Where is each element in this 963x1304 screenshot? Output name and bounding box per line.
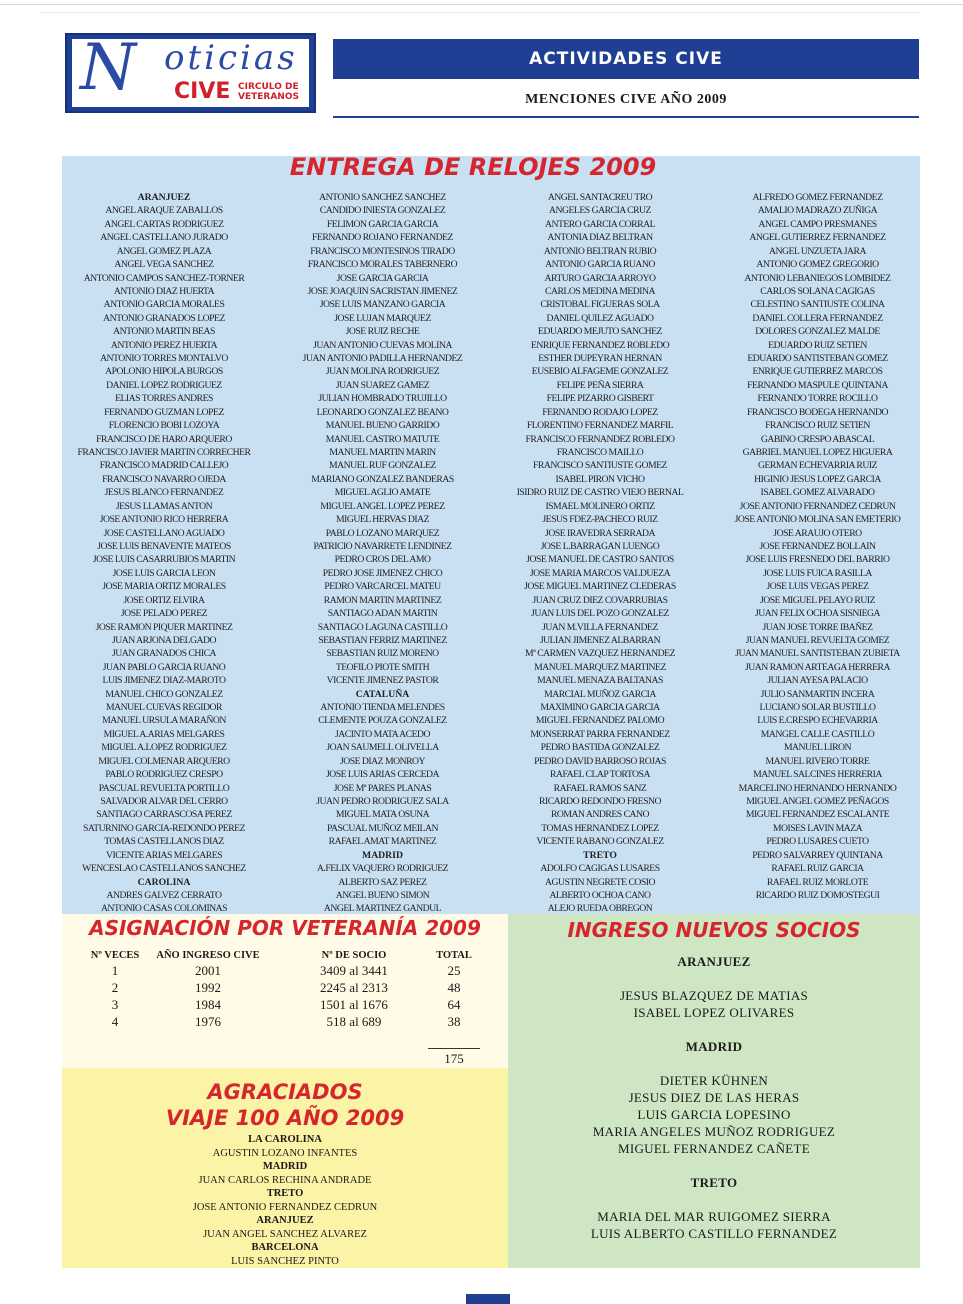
member-name: CARLOS SOLANA CAGIGAS: [760, 285, 875, 297]
member-name: JOSE LUJAN MARQUEZ: [334, 312, 431, 324]
spacer: [508, 1021, 920, 1038]
member-name: JULIO SANMARTIN INCERA: [760, 688, 875, 700]
relojes-column-2: [280, 191, 485, 913]
member-name: JOSE L.BARRAGAN LUENGO: [540, 540, 660, 552]
veterania-cell: 2: [111, 980, 119, 995]
member-name: APOLONIO HIPOLA BURGOS: [105, 366, 223, 378]
member-name: JOSE IRAVEDRA SERRADA: [545, 527, 655, 539]
member-name: RAFAEL CLAP TORTOSA: [550, 769, 650, 781]
member-name: ANTONIA DIAZ BELTRAN: [547, 232, 653, 244]
member-name: MONSERRAT PARRA FERNANDEZ: [530, 728, 670, 740]
member-name: JOSE Mª PARES PLANAS: [333, 782, 432, 794]
member-name: JUAN ANTONIO CUEVAS MOLINA: [313, 339, 452, 351]
member-name: FLORENTINO FERNANDEZ MARFIL: [526, 420, 674, 432]
logo-word: oticias: [164, 38, 298, 78]
member-name: FRANCISCO SANTIUSTE GOMEZ: [533, 460, 667, 472]
member-name: ANTONIO LEBANIEGOS LOMBIDEZ: [744, 272, 891, 284]
member-name: ANTONIO DIAZ HUERTA: [113, 285, 215, 297]
member-name: FRANCISCO NAVARRO OJEDA: [102, 473, 226, 485]
member-name: JUAN RAMON ARTEAGA HERRERA: [745, 661, 890, 673]
member-name: MAXIMINO GARCIA GARCIA: [540, 702, 660, 714]
spacer: [508, 970, 920, 987]
member-name: JOSE MARIA ORTIZ MORALES: [102, 581, 226, 593]
member-name: MIGUEL ANGEL GOMEZ PEÑAGOS: [746, 795, 889, 807]
member-name: FRANCISCO MADRID CALLEJO: [99, 460, 229, 472]
veterania-cell: 518 al 689: [326, 1014, 382, 1029]
member-name: ANGEL GOMEZ PLAZA: [116, 245, 212, 257]
member-name: ISMAEL MOLINERO ORTIZ: [545, 500, 655, 512]
member-name: PEDRO DAVID BARROSO ROJAS: [534, 755, 666, 767]
member-name: MARCELINO HERNANDO HERNANDO: [738, 782, 897, 794]
veterania-grand-total: 175: [428, 1048, 480, 1067]
member-name: JOSE PELADO PEREZ: [120, 608, 208, 620]
ingreso-title: INGRESO NUEVOS SOCIOS: [567, 918, 861, 942]
member-name: GERMAN ECHEVARRIA RUIZ: [757, 460, 878, 472]
veterania-title: ASIGNACIÓN POR VETERANÍA 2009: [89, 916, 481, 940]
page-top-rule: [0, 4, 963, 5]
member-name: JUAN FELIX OCHOA SISNIEGA: [754, 608, 880, 620]
member-name: A.FELIX VAQUERO RODRIGUEZ: [316, 863, 449, 875]
new-member-name: LUIS ALBERTO CASTILLO FERNANDEZ: [590, 1226, 838, 1241]
member-name: MANUEL MARQUEZ MARTINEZ: [534, 661, 666, 673]
member-name: VICENTE JIMENEZ PASTOR: [326, 675, 439, 687]
member-name: FELIPE PIZARRO GISBERT: [546, 393, 654, 405]
new-member-name: ISABEL LOPEZ OLIVARES: [633, 1005, 795, 1020]
member-name: SALVADOR ALVAR DEL CERRO: [100, 795, 228, 807]
member-name: CELESTINO SANTIUSTE COLINA: [750, 299, 885, 311]
spacer: [508, 1055, 920, 1072]
relojes-title: ENTREGA DE RELOJES 2009: [289, 153, 657, 181]
member-name: JUAN GRANADOS CHICA: [111, 648, 217, 660]
member-name: SANTIAGO LAGUNA CASTILLO: [317, 621, 448, 633]
region-heading: MADRID: [262, 1161, 308, 1172]
member-name: JOSE LUIS FRESNEDO DEL BARRIO: [745, 554, 890, 566]
region-heading: BARCELONA: [251, 1242, 319, 1253]
member-name: MIGUEL A.ARIAS MELGARES: [103, 728, 225, 740]
spacer: [508, 1191, 920, 1208]
member-name: JUAN MANUEL SANTISTEBAN ZUBIETA: [735, 648, 900, 660]
member-name: SATURNINO GARCIA-REDONDO PEREZ: [82, 822, 246, 834]
veterania-cell: 38: [447, 1014, 461, 1029]
member-name: ANTONIO SANCHEZ SANCHEZ: [319, 192, 446, 203]
member-name: DANIEL COLLERA FERNANDEZ: [752, 312, 883, 324]
region-heading: MADRID: [685, 1039, 743, 1054]
member-name: EDUARDO MEJUTO SANCHEZ: [538, 326, 662, 338]
member-name: JUAN ARJONA DELGADO: [111, 634, 217, 646]
member-name: Mª CARMEN VAZQUEZ HERNANDEZ: [524, 648, 675, 660]
member-name: FERNANDO RODAJO LOPEZ: [542, 406, 658, 418]
member-name: MOISES LAVIN MAZA: [772, 822, 863, 834]
member-name: DANIEL QUILEZ AGUADO: [546, 312, 654, 324]
spacer: [508, 1242, 920, 1259]
member-name: PEDRO LUSARES CUETO: [766, 836, 869, 848]
member-name: MANUEL RUF GONZALEZ: [329, 460, 436, 472]
region-heading: TRETO: [583, 849, 617, 861]
logo-initial: N: [80, 31, 136, 105]
member-name: MANUEL LIRON: [783, 742, 852, 754]
member-name: JOSE LUIS VEGAS PEREZ: [766, 581, 869, 593]
veterania-cell: 4: [111, 1014, 119, 1029]
member-name: JESUS LLAMAS ANTON: [115, 500, 213, 512]
member-name: ALEJO RUEDA OBREGON: [547, 903, 653, 915]
member-name: ALBERTO SAZ PEREZ: [338, 876, 427, 888]
member-name: JOSE ARAUJO OTERO: [773, 527, 862, 539]
member-name: RICARDO REDONDO FRESNO: [539, 795, 661, 807]
veterania-cell: 1984: [195, 997, 221, 1012]
member-name: LUIS JIMENEZ DIAZ-MAROTO: [102, 675, 226, 687]
page-subtitle: MENCIONES CIVE AÑO 2009: [525, 92, 727, 107]
member-name: MANUEL BUENO GARRIDO: [325, 420, 440, 432]
member-name: PEDRO JOSE JIMENEZ CHICO: [322, 567, 443, 579]
member-name: JESUS FDEZ-PACHECO RUIZ: [542, 514, 658, 526]
new-member-name: MIGUEL FERNANDEZ CAÑETE: [617, 1141, 810, 1156]
member-name: ANGEL CARTAS RODRIGUEZ: [104, 218, 224, 230]
member-name: AGUSTIN NEGRETE COSIO: [544, 876, 656, 888]
member-name: JUAN PEDRO RODRIGUEZ SALA: [316, 795, 449, 807]
new-member-name: JESUS DIEZ DE LAS HERAS: [628, 1090, 800, 1105]
member-name: RAFAEL RAMOS SANZ: [553, 782, 647, 794]
member-name: WENCESLAO CASTELLANOS SANCHEZ: [82, 863, 246, 875]
member-name: MARCIAL MUÑOZ GARCIA: [544, 688, 656, 700]
member-name: JOSE FERNANDEZ BOLLAIN: [759, 540, 876, 552]
page-top-rule-2: [40, 12, 920, 13]
member-name: MARIANO GONZALEZ BANDERAS: [311, 473, 454, 485]
member-name: JUAN JOSE TORRE IBAÑEZ: [762, 621, 873, 633]
logo-inner: [72, 31, 309, 107]
member-name: MANUEL RIVERO TORRE: [765, 755, 870, 767]
member-name: RAFAEL AMAT MARTINEZ: [328, 836, 437, 848]
veterania-cell: 1: [111, 963, 119, 978]
logo-subtitle: [238, 82, 299, 102]
member-name: FRANCISCO FERNANDEZ ROBLEDO: [525, 433, 675, 445]
member-name: ANTONIO BELTRAN RUBIO: [543, 245, 657, 257]
member-name: TOMAS HERNANDEZ LOPEZ: [541, 822, 659, 834]
member-name: RAMON MARTIN MARTINEZ: [323, 594, 442, 606]
veterania-cell: 3409 al 3441: [320, 963, 388, 978]
veterania-cell: 2001: [195, 963, 221, 978]
agraciados-list: [62, 1133, 508, 1268]
member-name: ANTONIO TIENDA MELENDES: [320, 702, 445, 714]
member-name: ESTHER DUPEYRAN HERNAN: [538, 353, 662, 365]
new-member-name: MARIA ANGELES MUÑOZ RODRIGUEZ: [592, 1124, 836, 1139]
region-heading: MADRID: [362, 849, 403, 861]
member-name: FERNANDO MASPULE QUINTANA: [747, 379, 888, 391]
member-name: FELIPE PEÑA SIERRA: [556, 379, 644, 391]
member-name: ISABEL PIRON VICHO: [555, 473, 645, 485]
member-name: SANTIAGO ADAN MARTIN: [327, 608, 438, 620]
member-name: ADOLFO CAGIGAS LUSARES: [540, 863, 660, 875]
veterania-cell: 64: [447, 997, 461, 1012]
veterania-header: TOTAL: [436, 950, 472, 961]
member-name: ALFREDO GOMEZ FERNANDEZ: [752, 192, 883, 203]
winner-name: JUAN ANGEL SANCHEZ ALVAREZ: [203, 1228, 367, 1240]
noticias-cive-logo: [65, 33, 316, 113]
veterania-cell: 3: [111, 997, 119, 1012]
member-name: JUAN LUIS DEL POZO GONZALEZ: [531, 608, 669, 620]
member-name: JUAN MANUEL REVUELTA GOMEZ: [745, 634, 890, 646]
member-name: FRANCISCO RUIZ SETIEN: [765, 420, 870, 432]
member-name: ANGEL UNZUETA JARA: [769, 245, 866, 257]
member-name: JOSE MIGUEL MARTINEZ CLEDERAS: [524, 581, 676, 593]
member-name: MIGUEL A.LOPEZ RODRIGUEZ: [101, 742, 227, 754]
member-name: FRANCISCO DE HARO ARQUERO: [96, 433, 232, 445]
member-name: JOSE GARCIA GARCIA: [336, 272, 429, 284]
member-name: JOSE LUIS CASARRUBIOS MARTIN: [92, 554, 236, 566]
veterania-cell: 1976: [195, 1014, 221, 1029]
region-heading: ARANJUEZ: [256, 1215, 314, 1226]
relojes-column-1: [64, 191, 264, 913]
member-name: MIGUEL AGLIO AMATE: [334, 487, 431, 499]
member-name: FELIMON GARCIA GARCIA: [326, 218, 439, 230]
member-name: JUAN CRUZ DIEZ COVARRUBIAS: [532, 594, 668, 606]
member-name: ANGEL MARTINEZ GANDUL: [323, 903, 442, 915]
member-name: ELIAS TORRES ANDRES: [115, 393, 213, 405]
new-member-name: DIETER KÜHNEN: [659, 1073, 769, 1088]
member-name: JUAN PABLO GARCIA RUANO: [102, 661, 226, 673]
member-name: JACINTO MATA ACEDO: [335, 728, 430, 740]
member-name: PASCUAL MUÑOZ MEILAN: [327, 822, 438, 834]
member-name: PATRICIO NAVARRETE LENDINEZ: [313, 540, 452, 552]
member-name: FRANCISCO MORALES TABERNERO: [307, 259, 458, 271]
member-name: ANGELES GARCIA CRUZ: [549, 205, 651, 217]
member-name: JOSE MARIA MARCOS VALDUEZA: [529, 567, 671, 579]
member-name: JOSE MIGUEL PELAYO RUIZ: [759, 594, 876, 606]
logo-cive: CIVE: [174, 79, 231, 104]
member-name: ANGEL ARAQUE ZABALLOS: [105, 205, 223, 217]
region-heading: LA CAROLINA: [248, 1134, 322, 1145]
member-name: FRANCISCO BODEGA HERNANDO: [747, 406, 888, 418]
member-name: JOSE ANTONIO RICO HERRERA: [99, 514, 229, 526]
member-name: JOSE ANTONIO MOLINA SAN EMETERIO: [734, 514, 901, 526]
member-name: LEONARDO GONZALEZ BEANO: [316, 406, 449, 418]
member-name: FERNANDO TORRE ROCILLO: [757, 393, 878, 405]
member-name: CRISTOBAL FIGUERAS SOLA: [540, 299, 660, 311]
member-name: ISIDRO RUIZ DE CASTRO VIEJO BERNAL: [516, 487, 684, 499]
member-name: MANUEL SALCINES HERRERIA: [753, 769, 882, 781]
veterania-header: AÑO INGRESO CIVE: [156, 950, 260, 961]
member-name: ANGEL BUENO SIMON: [335, 889, 430, 901]
member-name: ANDRES GALVEZ CERRATO: [106, 889, 222, 901]
member-name: ANGEL CAMPO PRESMANES: [758, 218, 877, 230]
member-name: ANTONIO MARTIN BEAS: [113, 326, 215, 338]
member-name: MIGUEL HERVAS DIAZ: [335, 514, 429, 526]
member-name: EDUARDO RUIZ SETIEN: [768, 339, 867, 351]
member-name: ANGEL SANTACREU TRO: [547, 192, 653, 203]
member-name: ALBERTO OCHOA CANO: [549, 889, 651, 901]
subtitle-rule: [333, 116, 919, 118]
winner-name: JOSE ANTONIO FERNANDEZ CEDRUN: [192, 1201, 378, 1213]
member-name: MANUEL CASTRO MATUTE: [325, 433, 440, 445]
veterania-cell: 25: [447, 963, 461, 978]
relojes-column-3: [500, 191, 700, 913]
region-heading: TRETO: [690, 1175, 738, 1190]
member-name: FLORENCIO BOBI LOZOYA: [108, 420, 220, 432]
member-name: ANTONIO PEREZ HUERTA: [110, 339, 218, 351]
member-name: MANUEL CHICO GONZALEZ: [105, 688, 223, 700]
member-name: LUCIANO SOLAR BUSTILLO: [759, 702, 876, 714]
member-name: JOSE RUIZ RECHE: [345, 326, 420, 338]
member-name: SEBASTIAN RUIZ MORENO: [326, 648, 439, 660]
member-name: FRANCISCO MONTESINOS TIRADO: [310, 245, 455, 257]
spacer: [508, 1157, 920, 1174]
member-name: ANTONIO GOMEZ GREGORIO: [756, 259, 879, 271]
veterania-cell: 48: [447, 980, 461, 995]
member-name: MANUEL CUEVAS REGIDOR: [106, 702, 222, 714]
member-name: JOSE LUIS ARIAS CERCEDA: [325, 769, 440, 781]
member-name: ANTONIO TORRES MONTALVO: [100, 353, 228, 365]
member-name: DANIEL LOPEZ RODRIGUEZ: [106, 379, 222, 391]
logo-sub-line-1: CIRCULO DE: [238, 82, 299, 92]
member-name: ARTURO GARCIA ARROYO: [544, 272, 656, 284]
veterania-cell: 1992: [195, 980, 221, 995]
member-name: VICENTE ARIAS MELGARES: [105, 849, 222, 861]
member-name: MIGUEL ANGEL LOPEZ PEREZ: [320, 500, 445, 512]
member-name: ENRIQUE FERNANDEZ ROBLEDO: [530, 339, 670, 351]
member-name: ANTERO GARCIA CORRAL: [544, 218, 656, 230]
member-name: PEDRO SALVARREY QUINTANA: [752, 849, 883, 861]
member-name: JOSE CASTELLANO AGUADO: [103, 527, 225, 539]
member-name: JOSE LUIS FUICA RASILLA: [763, 567, 872, 579]
member-name: ANTONIO GRANADOS LOPEZ: [103, 312, 225, 324]
member-name: FERNANDO GUZMAN LOPEZ: [104, 406, 224, 418]
region-heading: CATALUÑA: [355, 688, 410, 700]
region-heading: ARANJUEZ: [137, 192, 191, 203]
member-name: GABINO CRESPO ABASCAL: [760, 433, 875, 445]
new-member-name: JESUS BLAZQUEZ DE MATIAS: [619, 988, 809, 1003]
member-name: MANUEL MARTIN MARIN: [329, 447, 436, 459]
winner-name: JUAN CARLOS RECHINA ANDRADE: [198, 1174, 372, 1186]
member-name: MIGUEL COLMENAR ARQUERO: [98, 755, 230, 767]
member-name: HIGINIO JESUS LOPEZ GARCIA: [754, 473, 881, 485]
member-name: ENRIQUE GUTIERREZ MARCOS: [752, 366, 883, 378]
member-name: ANTONIO CAMPOS SANCHEZ-TORNER: [83, 272, 245, 284]
member-name: PABLO LOZANO MARQUEZ: [325, 527, 440, 539]
member-name: FERNANDO ROJANO FERNANDEZ: [312, 232, 453, 244]
new-member-name: MARIA DEL MAR RUIGOMEZ SIERRA: [597, 1209, 831, 1224]
region-heading: TRETO: [266, 1188, 304, 1199]
member-name: JULIAN JIMENEZ ALBARRAN: [539, 634, 661, 646]
member-name: JOAN SAUMELL OLIVELLA: [326, 742, 439, 754]
veterania-cell: 2245 al 2313: [320, 980, 388, 995]
member-name: JOSE ANTONIO FERNANDEZ CEDRUN: [739, 500, 896, 512]
veterania-cell: 1501 al 1676: [320, 997, 388, 1012]
member-name: RAFAEL RUIZ MORLOTE: [766, 876, 869, 888]
member-name: JUAN ANTONIO PADILLA HERNANDEZ: [302, 353, 463, 365]
member-name: PEDRO CROS DEL AMO: [334, 554, 431, 566]
member-name: RICARDO RUIZ DOMOSTEGUI: [755, 889, 880, 901]
relojes-column-4: [715, 191, 920, 913]
agraciados-title: AGRACIADOS: [207, 1080, 363, 1104]
veterania-header: Nº DE SOCIO: [321, 950, 387, 961]
member-name: ANTONIO GARCIA MORALES: [103, 299, 225, 311]
member-name: TEOFILO PIOTE SMITH: [335, 661, 430, 673]
member-name: FRANCISCO JAVIER MARTIN CORRECHER: [77, 447, 251, 459]
member-name: MANGEL CALLE CASTILLO: [760, 728, 875, 740]
member-name: MIGUEL FERNANDEZ PALOMO: [535, 715, 665, 727]
member-name: RAFAEL RUIZ GARCIA: [771, 863, 864, 875]
member-name: JOSE MANUEL DE CASTRO SANTOS: [526, 554, 674, 566]
member-name: ISABEL GOMEZ ALVARADO: [760, 487, 875, 499]
member-name: PEDRO BASTIDA GONZALEZ: [540, 742, 660, 754]
member-name: TOMAS CASTELLANOS DIAZ: [104, 836, 224, 848]
page-footer-tab: [466, 1294, 510, 1304]
member-name: SEBASTIAN FERRIZ MARTINEZ: [318, 634, 447, 646]
section-title: ACTIVIDADES CIVE: [529, 49, 723, 69]
member-name: MANUEL URSULA MARAÑON: [102, 715, 226, 727]
member-name: CARLOS MEDINA MEDINA: [544, 285, 656, 297]
agraciados-subtitle: VIAJE 100 AÑO 2009: [165, 1106, 405, 1130]
section-banner: [333, 39, 919, 79]
veterania-header: Nº VECES: [90, 950, 140, 961]
member-name: ANGEL VEGA SANCHEZ: [114, 259, 214, 271]
member-name: PABLO RODRIGUEZ CRESPO: [105, 769, 223, 781]
member-name: DOLORES GONZALEZ MALDE: [755, 326, 880, 338]
member-name: MIGUEL FERNANDEZ ESCALANTE: [745, 809, 890, 821]
member-name: CLEMENTE POUZA GONZALEZ: [318, 715, 447, 727]
member-name: ANTONIO GARCIA RUANO: [545, 259, 655, 271]
ingreso-list: [508, 953, 920, 1259]
member-name: JOSE LUIS GARCIA LEON: [112, 567, 216, 579]
member-name: LUIS E.CRESPO ECHEVARRIA: [757, 715, 878, 727]
member-name: JOSE DIAZ MONROY: [339, 755, 426, 767]
member-name: EDUARDO SANTISTEBAN GOMEZ: [747, 353, 888, 365]
member-name: PEDRO VARCARCEL MATEU: [324, 581, 441, 593]
region-heading: ARANJUEZ: [677, 954, 751, 969]
member-name: JUAN M.VILLA FERNANDEZ: [542, 621, 658, 633]
member-name: ANGEL GUTIERREZ FERNANDEZ: [749, 232, 886, 244]
winner-name: AGUSTIN LOZANO INFANTES: [212, 1147, 358, 1159]
member-name: ROMAN ANDRES CANO: [550, 809, 650, 821]
winner-name: LUIS SANCHEZ PINTO: [231, 1255, 339, 1267]
member-name: ANTONIO CASAS COLOMINAS: [100, 903, 228, 915]
logo-sub-line-2: VETERANOS: [238, 92, 299, 102]
member-name: MANUEL MENAZA BALTANAS: [537, 675, 663, 687]
member-name: JESUS BLANCO FERNANDEZ: [104, 487, 224, 499]
member-name: GABRIEL MANUEL LOPEZ HIGUERA: [742, 447, 893, 459]
region-heading: CAROLINA: [137, 876, 191, 888]
member-name: PASCUAL REVUELTA PORTILLO: [98, 782, 230, 794]
member-name: JOSE JOAQUIN SACRISTAN JIMENEZ: [307, 285, 458, 297]
member-name: JULIAN HOMBRADO TRUJILLO: [318, 393, 447, 405]
member-name: JUAN MOLINA RODRIGUEZ: [325, 366, 440, 378]
member-name: JUAN SUAREZ GAMEZ: [335, 379, 430, 391]
member-name: JOSE RAMON PIQUER MARTINEZ: [95, 621, 233, 633]
member-name: JOSE LUIS MANZANO GARCIA: [319, 299, 446, 311]
member-name: FRANCISCO MAILLO: [556, 447, 644, 459]
member-name: SANTIAGO CARRASCOSA PEREZ: [96, 809, 232, 821]
member-name: JOSE ORTIZ ELVIRA: [123, 594, 205, 606]
member-name: VICENTE RABANO GONZALEZ: [536, 836, 664, 848]
member-name: CANDIDO INIESTA GONZALEZ: [319, 205, 446, 217]
member-name: ANGEL CASTELLANO JURADO: [100, 232, 228, 244]
member-name: EUSEBIO ALFAGEME GONZALEZ: [531, 366, 669, 378]
member-name: JULIAN AYESA PALACIO: [767, 675, 868, 687]
member-name: MIGUEL MATA OSUNA: [335, 809, 430, 821]
member-name: AMALIO MADRAZO ZUÑIGA: [757, 205, 878, 217]
member-name: JOSE LUIS BENAVENTE MATEOS: [97, 540, 231, 552]
new-member-name: LUIS GARCIA LOPESINO: [637, 1107, 791, 1122]
